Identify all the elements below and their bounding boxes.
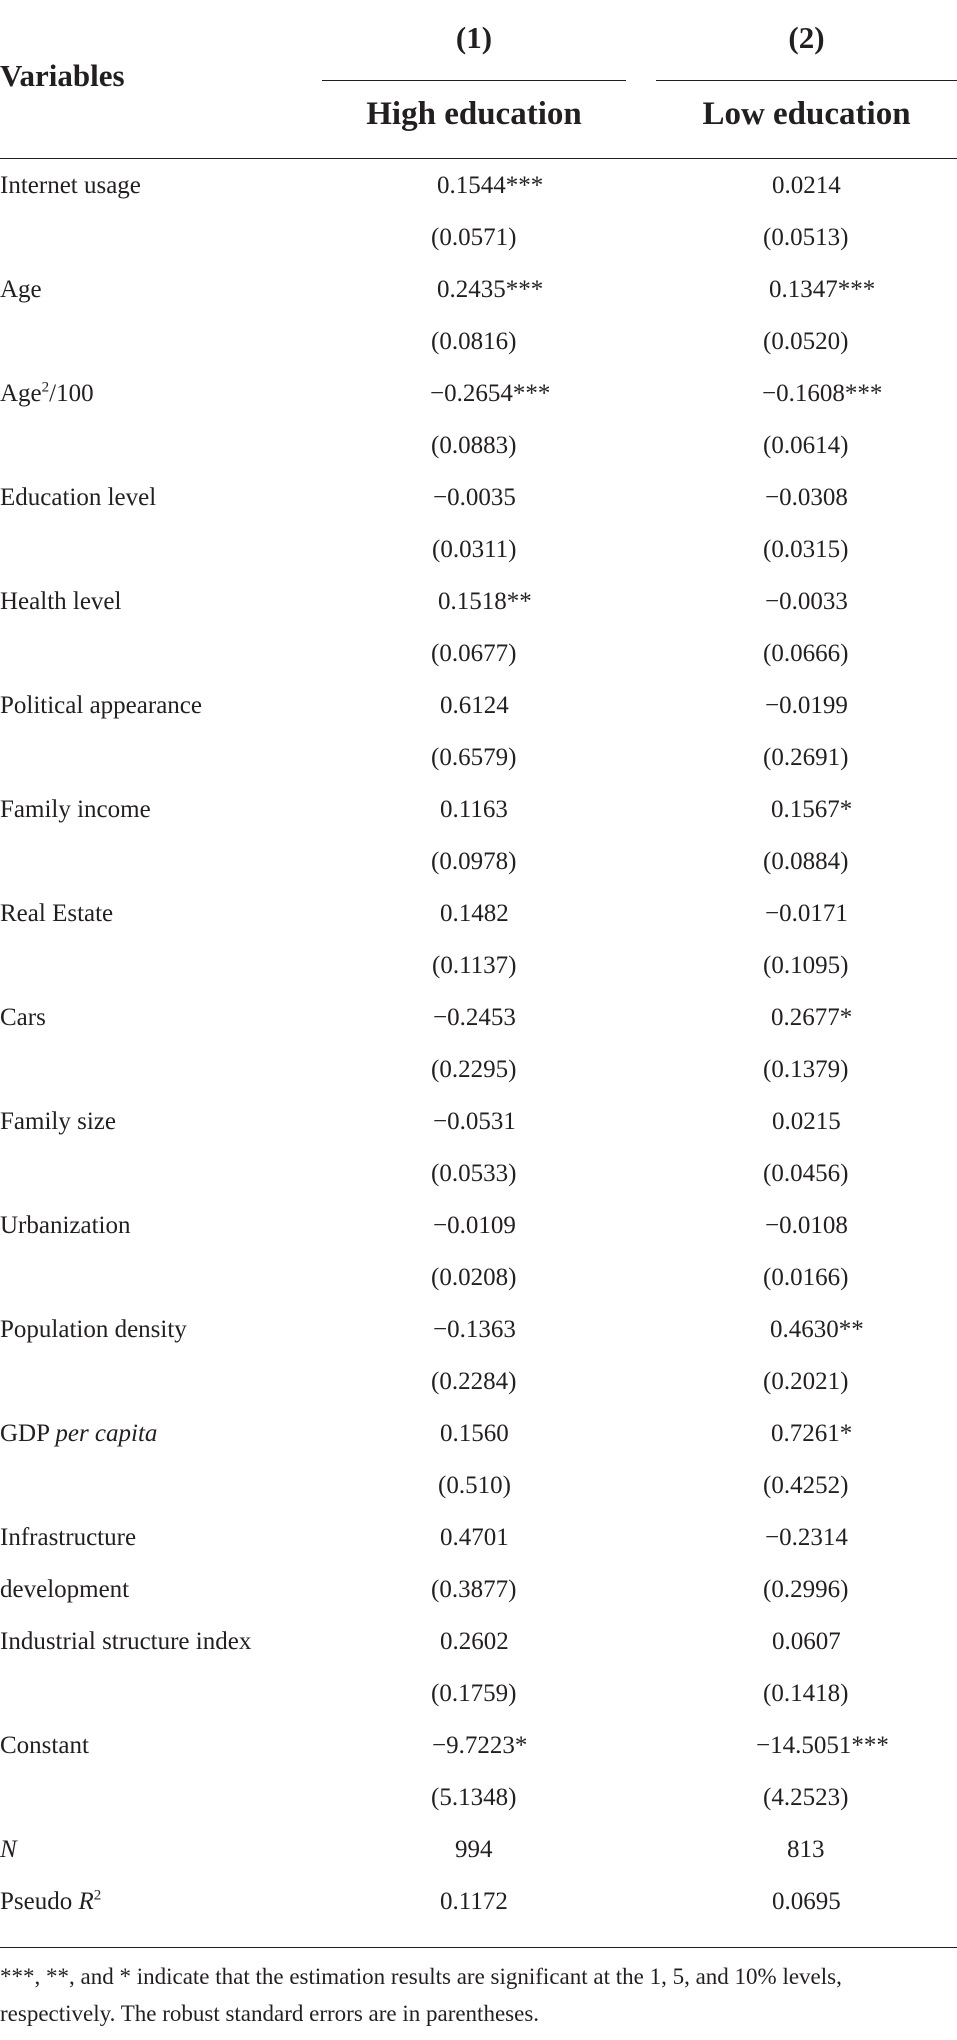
low-education-value: 0.0607 [772, 1628, 841, 1655]
table-row [0, 1824, 957, 1876]
high-education-value: 994 [455, 1836, 493, 1863]
high-education-value: (0.0311) [432, 536, 517, 563]
high-education-value: (0.3877) [431, 1576, 517, 1603]
low-education-value: 0.0695 [772, 1888, 841, 1915]
table-row [0, 1876, 957, 1928]
table-row [0, 160, 957, 212]
high-education-value: (0.0816) [431, 328, 517, 355]
low-education-value: (0.1418) [763, 1680, 849, 1707]
row-label: Family income [0, 796, 151, 823]
high-education-value: (0.6579) [431, 744, 517, 771]
variables-header: Variables [0, 58, 125, 93]
high-education-value: 0.6124 [440, 692, 509, 719]
high-education-value: (0.2295) [431, 1056, 517, 1083]
table-row [0, 1772, 957, 1824]
low-education-value: (4.2523) [763, 1784, 849, 1811]
row-label: Population density [0, 1316, 187, 1343]
row-label-italic: R [78, 1888, 94, 1915]
low-education-value: 0.7261* [771, 1420, 853, 1447]
row-label-superscript: 2 [93, 1887, 102, 1904]
low-education-value: −0.0108 [765, 1212, 848, 1239]
low-education-value: (0.4252) [763, 1472, 849, 1499]
high-education-value: 0.1163 [440, 796, 508, 823]
low-education-value: −0.0171 [765, 900, 848, 927]
low-education-value: −0.2314 [765, 1524, 848, 1551]
table-row [0, 1512, 957, 1564]
high-education-value: 0.1518** [438, 588, 532, 615]
high-education-value: (5.1348) [431, 1784, 517, 1811]
table-row [0, 1564, 957, 1616]
high-education-value: 0.2602 [440, 1628, 509, 1655]
high-education-value: 0.2435*** [437, 276, 544, 303]
table-row [0, 1668, 957, 1720]
high-education-value: −0.0109 [433, 1212, 516, 1239]
table-row [0, 472, 957, 524]
table-row [0, 1096, 957, 1148]
table-row [0, 524, 957, 576]
row-label: Cars [0, 1004, 46, 1031]
low-education-value: (0.2691) [763, 744, 849, 771]
column-2-header: Low education [702, 96, 911, 132]
high-education-value: (0.0571) [431, 224, 517, 251]
high-education-value: (0.0883) [431, 432, 517, 459]
table-row [0, 1720, 957, 1772]
table-row [0, 576, 957, 628]
low-education-value: 0.1347*** [769, 276, 876, 303]
row-label: Education level [0, 484, 157, 511]
row-label: Urbanization [0, 1212, 131, 1239]
table-row [0, 1304, 957, 1356]
table-row [0, 316, 957, 368]
low-education-value: (0.0520) [763, 328, 849, 355]
table-row [0, 212, 957, 264]
table-row [0, 992, 957, 1044]
high-education-value: 0.1172 [440, 1888, 508, 1915]
low-education-value: −0.0308 [765, 484, 848, 511]
high-education-value: −0.0531 [433, 1108, 516, 1135]
row-label-suffix: /100 [49, 380, 94, 407]
table-row [0, 628, 957, 680]
high-education-value: 0.4701 [440, 1524, 509, 1551]
low-education-value: 0.2677* [771, 1004, 853, 1031]
table-row [0, 1148, 957, 1200]
high-education-value: −0.0035 [433, 484, 516, 511]
high-education-value: −0.1363 [433, 1316, 516, 1343]
low-education-value: −14.5051*** [756, 1732, 889, 1759]
high-education-value: 0.1560 [440, 1420, 509, 1447]
table-row [0, 836, 957, 888]
table-row [0, 264, 957, 316]
low-education-value: (0.0614) [763, 432, 849, 459]
column-1-underline [322, 80, 626, 81]
row-label [0, 1876, 101, 1928]
table-bottom-rule [0, 1947, 957, 1948]
row-label: Age [0, 276, 42, 303]
row-label [0, 368, 94, 420]
table-row [0, 784, 957, 836]
row-label: Political appearance [0, 692, 202, 719]
low-education-value: 0.0215 [772, 1108, 841, 1135]
high-education-value: (0.0208) [431, 1264, 517, 1291]
table-row [0, 1044, 957, 1096]
low-education-value: (0.1095) [763, 952, 849, 979]
low-education-value: 0.1567* [771, 796, 853, 823]
table-row [0, 680, 957, 732]
high-education-value: −9.7223* [432, 1732, 528, 1759]
row-label: Real Estate [0, 900, 114, 927]
row-label: Constant [0, 1732, 89, 1759]
table-row [0, 1200, 957, 1252]
row-label: Infrastructure [0, 1524, 137, 1551]
low-education-value: (0.0456) [763, 1160, 849, 1187]
low-education-value: (0.0166) [763, 1264, 849, 1291]
low-education-value: 0.4630** [770, 1316, 864, 1343]
row-label-superscript: 2 [41, 379, 50, 396]
high-education-value: (0.1759) [431, 1680, 517, 1707]
table-row [0, 368, 957, 420]
low-education-value: (0.2021) [763, 1368, 849, 1395]
low-education-value: (0.2996) [763, 1576, 849, 1603]
low-education-value: (0.1379) [763, 1056, 849, 1083]
low-education-value: (0.0315) [763, 536, 849, 563]
high-education-value: 0.1482 [440, 900, 509, 927]
table-row [0, 1356, 957, 1408]
row-label: Health level [0, 588, 122, 615]
table-row [0, 940, 957, 992]
row-label: Internet usage [0, 172, 141, 199]
high-education-value: −0.2453 [433, 1004, 516, 1031]
table-row [0, 1616, 957, 1668]
table-row [0, 732, 957, 784]
row-label-text: GDP [0, 1420, 56, 1447]
table-body [0, 160, 957, 1928]
column-2-underline [656, 80, 957, 81]
row-label [0, 1408, 157, 1460]
low-education-value: −0.1608*** [762, 380, 883, 407]
low-education-value: −0.0199 [765, 692, 848, 719]
table-row [0, 888, 957, 940]
low-education-value: (0.0884) [763, 848, 849, 875]
table-row [0, 1252, 957, 1304]
header-rule [0, 158, 957, 159]
low-education-value: 0.0214 [772, 172, 841, 199]
high-education-value: (0.0533) [431, 1160, 517, 1187]
low-education-value: −0.0033 [765, 588, 848, 615]
low-education-value: (0.0513) [763, 224, 849, 251]
high-education-value: (0.0677) [431, 640, 517, 667]
high-education-value: (0.510) [438, 1472, 511, 1499]
low-education-value: 813 [787, 1836, 825, 1863]
high-education-value: (0.1137) [432, 952, 517, 979]
low-education-value: (0.0666) [763, 640, 849, 667]
row-label-text: Age [0, 380, 42, 407]
row-label: Family size [0, 1108, 116, 1135]
high-education-value: (0.2284) [431, 1368, 517, 1395]
column-1-header: High education [366, 96, 582, 132]
row-label-text: Pseudo [0, 1888, 79, 1915]
table-row [0, 1460, 957, 1512]
row-label: Industrial structure index [0, 1628, 252, 1655]
table-row [0, 1408, 957, 1460]
table-row [0, 420, 957, 472]
high-education-value: 0.1544*** [437, 172, 544, 199]
row-label-italic: per capita [55, 1420, 158, 1447]
high-education-value: −0.2654*** [430, 380, 551, 407]
column-1-number: (1) [455, 20, 493, 55]
row-label [0, 1824, 17, 1876]
table-footnote: ***, **, and * indicate that the estimation results are significant at the 1, 5, and 10% levels, respectively. The robust standard errors are in parentheses. [0, 1964, 842, 2026]
row-label: development [0, 1576, 130, 1603]
column-2-number: (2) [788, 20, 825, 55]
high-education-value: (0.0978) [431, 848, 517, 875]
row-label-italic: N [0, 1836, 17, 1863]
